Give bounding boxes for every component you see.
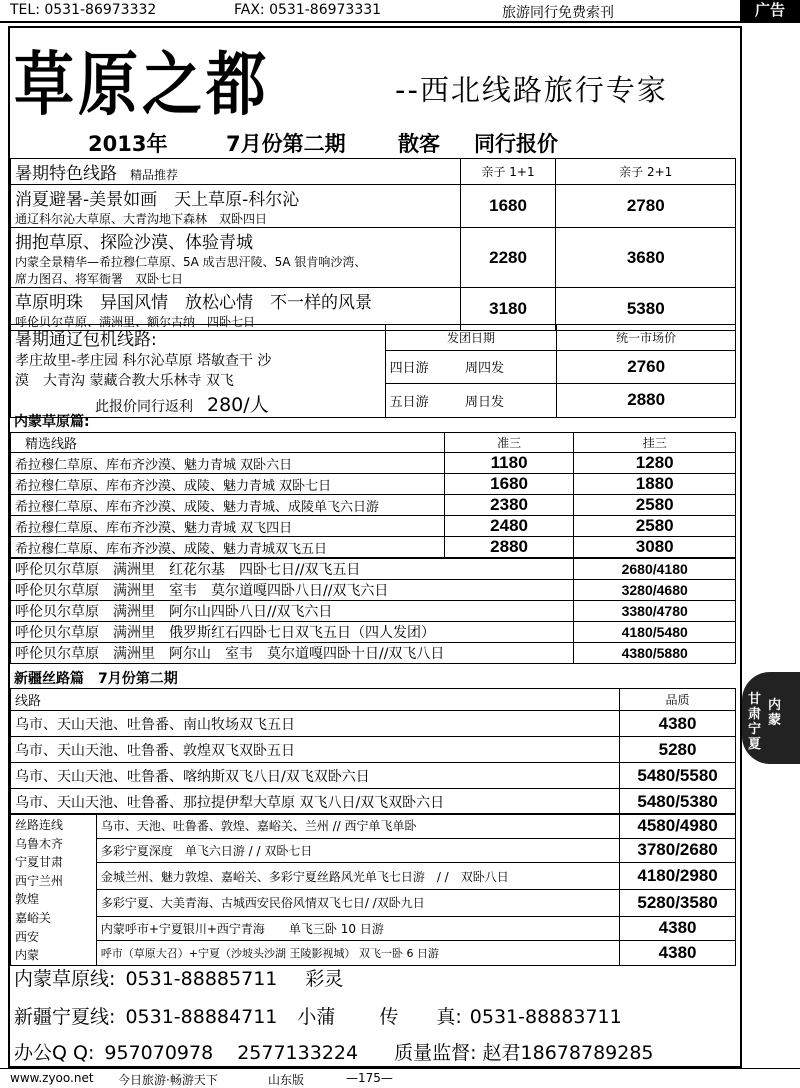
issue-year: 2013年 <box>88 132 168 156</box>
table-row: 多彩宁夏深度 单飞六日游 / / 双卧七日 <box>96 838 619 863</box>
summer-price-1a: 1680 <box>460 185 556 228</box>
table-row: 内蒙呼市+宁夏银川+西宁青海 单飞三卧 10 日游 <box>96 916 619 941</box>
table-row: 呼市（草原大召）+宁夏（沙坡头沙湖 王陵影视城） 双飞一卧 6 日游 <box>96 941 619 966</box>
free-copy-text: 旅游同行免费索刊 <box>502 5 614 21</box>
table-row: 乌市、天山天池、吐鲁番、敦煌双飞双卧五日 <box>11 737 620 763</box>
table-row: 乌市、天池、吐鲁番、敦煌、嘉峪关、兰州 // 西宁单飞单卧 <box>96 814 619 839</box>
issue-type: 散客 <box>398 132 440 156</box>
table-row: 呼伦贝尔草原 满洲里 阿尔山四卧八日//双飞六日 <box>11 601 574 622</box>
table-row: 多彩宁夏、大美青海、古城西安民俗风情双飞七日/ /双卧九日 <box>96 889 619 916</box>
issue-quote: 同行报价 <box>474 132 558 156</box>
xinjiang-table: 线路 品质 乌市、天山天池、吐鲁番、南山牧场双飞五日 4380 乌市、天山天池、吐鲁番、敦煌双飞双卧五日 5280 乌市、天山天池、吐鲁番、喀纳斯双飞八日/双飞双卧六日 5480/5580 乌市、天山天池、吐鲁番、那拉提伊犁大草原 双飞八日/双飞双卧六日 5480/5380 <box>10 688 736 815</box>
contact-line-3: 办公Q Q: 957070978 2577133224 质量监督: 赵君18678789285 <box>14 1042 654 1064</box>
side-tab-neimeng: 内蒙 <box>768 698 782 728</box>
fax-text: FAX: 0531-86973331 <box>234 2 382 18</box>
footer-site: www.zyoo.net <box>10 1071 94 1085</box>
table-row: 呼伦贝尔草原 满洲里 红花尔基 四卧七日//双飞五日 <box>11 559 574 580</box>
charter-table <box>10 324 736 418</box>
inner-h0: 精选线路 <box>11 433 445 453</box>
xinjiang-title: 新疆丝路篇 7月份第二期 <box>14 671 178 687</box>
ad-badge: 广告 <box>740 0 800 21</box>
issue-period: 7月份第二期 <box>226 132 346 156</box>
charter-col2: 统一市场价 <box>557 325 736 351</box>
charter-rebate: 280/人 <box>207 394 269 416</box>
summer-price-1b: 2780 <box>556 185 736 228</box>
inner-h1: 准三 <box>444 433 574 453</box>
inner-title: 内蒙草原篇: <box>14 414 90 430</box>
footer <box>0 1068 800 1087</box>
contact-line-1: 内蒙草原线: 0531-88885711 彩灵 <box>14 968 344 990</box>
top-bar <box>0 0 800 23</box>
summer-route-1: 消夏避暑-美景如画 天上草原-科尔沁 通辽科尔沁大草原、大青沟地下森林 双卧四日 <box>11 185 461 228</box>
table-row: 希拉穆仁草原、库布齐沙漠、成陵、魅力青城、成陵单飞六日游 <box>11 495 445 516</box>
table-row: 乌市、天山天池、吐鲁番、那拉提伊犁大草原 双飞八日/双飞双卧六日 <box>11 789 620 815</box>
table-row: 呼伦贝尔草原 满洲里 阿尔山 室韦 莫尔道嘎四卧十日//双飞八日 <box>11 643 574 664</box>
charter-desc: 孝庄故里-孝庄园 科尔沁草原 塔敏查干 沙 漠 大青沟 蒙藏合教大乐林寺 双飞 此报价同行返利 280/人 <box>11 350 386 418</box>
summer-price-3b: 5380 <box>556 288 736 331</box>
xj-h1: 品质 <box>620 689 736 711</box>
table-row: 希拉穆仁草原、库布齐沙漠、魅力青城 双飞四日 <box>11 516 445 537</box>
hulun-table: 呼伦贝尔草原 满洲里 红花尔基 四卧七日//双飞五日 2680/4180 呼伦贝尔草原 满洲里 室韦 莫尔道嘎四卧八日//双飞六日 3280/4680 呼伦贝尔草原 满洲里 阿尔山四卧八日//双飞六日 3380/4780 呼伦贝尔草原 满洲里 俄罗斯红石四卧七日双飞五日（四人发团） 4180/5480 呼伦贝尔草原 满洲里 阿尔山 室韦 莫尔道嘎四卧十日//双飞八日 4380/5880 <box>10 558 736 664</box>
summer-price-2b: 3680 <box>556 228 736 288</box>
footer-brand: 今日旅游·畅游天下 <box>118 1073 218 1087</box>
summer-route-3: 草原明珠 异国风情 放松心情 不一样的风景 呼伦贝尔草原、满洲里、额尔古纳 四卧七日 <box>11 288 461 331</box>
charter-r1-days: 四日游 <box>385 350 461 383</box>
table-row: 希拉穆仁草原、库布齐沙漠、成陵、魅力青城 双卧七日 <box>11 474 445 495</box>
region-side-tab <box>742 672 800 764</box>
table-row: 希拉穆仁草原、库布齐沙漠、成陵、魅力青城双飞五日 <box>11 537 445 558</box>
charter-r1-price: 2760 <box>557 350 736 383</box>
table-row: 乌市、天山天池、吐鲁番、南山牧场双飞五日 <box>11 711 620 737</box>
summer-tag: 精品推荐 <box>130 168 179 182</box>
table-row: 乌市、天山天池、吐鲁番、喀纳斯双飞八日/双飞双卧六日 <box>11 763 620 789</box>
table-row: 希拉穆仁草原、库布齐沙漠、魅力青城 双卧六日 <box>11 453 445 474</box>
footer-edition: 山东版 <box>268 1073 305 1087</box>
summer-title: 暑期特色线路 <box>15 164 117 184</box>
summer-price-2a: 2280 <box>460 228 556 288</box>
summer-title-cell <box>11 159 461 185</box>
charter-col1: 发团日期 <box>385 325 557 351</box>
charter-r2-day: 周日发 <box>461 383 557 417</box>
contact-line-2: 新疆宁夏线: 0531-88884711 小蒲 传 真: 0531-88883711 <box>14 1006 622 1028</box>
inner-h2: 挂三 <box>574 433 736 453</box>
inner-table: 精选线路 准三 挂三 希拉穆仁草原、库布齐沙漠、魅力青城 双卧六日 1180 1280 希拉穆仁草原、库布齐沙漠、成陵、魅力青城 双卧七日 1680 1880 希拉穆仁草原、库布齐沙漠、成陵、魅力青城、成陵单飞六日游 2380 2580 希拉穆仁草原、库布齐沙漠、魅力青城 双飞四日 2480 2580 希拉穆仁草原、库布齐沙漠、成陵、魅力青城双飞五日 2880 3080 <box>10 432 736 558</box>
summer-col1: 亲子 1+1 <box>460 159 556 185</box>
table-row: 金城兰州、魅力敦煌、嘉峪关、多彩宁夏丝路风光单飞七日游 / / 双卧八日 <box>96 863 619 890</box>
charter-r2-days: 五日游 <box>385 383 461 417</box>
charter-title: 暑期通辽包机线路: <box>15 330 157 350</box>
xj-h0: 线路 <box>11 689 620 711</box>
summer-col2: 亲子 2+1 <box>556 159 736 185</box>
tel-text: TEL: 0531-86973332 <box>10 2 157 18</box>
silk-table: 丝路连线 乌鲁木齐 宁夏甘肃 西宁兰州 敦煌 嘉峪关 西安 内蒙 乌市、天池、吐鲁番、敦煌、嘉峪关、兰州 // 西宁单飞单卧 4580/4980 多彩宁夏深度 单飞六日游 / / 双卧七日 3780/2680 金城兰州、魅力敦煌、嘉峪关、多彩宁夏丝路风光单飞七日游 / / 双卧八日 4180/2980 多彩宁夏、大美青海、古城西安民俗风情双飞七日/ /双卧九日 5280/3580 内蒙呼市+宁夏银川+西宁青海 单飞三卧 10 日游 4380 呼市（草原大召）+宁夏（沙坡头沙湖 王陵影视城） 双飞一卧 6 日游 4380 <box>10 813 736 966</box>
silk-label: 丝路连线 乌鲁木齐 宁夏甘肃 西宁兰州 敦煌 嘉峪关 西安 内蒙 <box>11 814 97 966</box>
table-row: 呼伦贝尔草原 满洲里 室韦 莫尔道嘎四卧八日//双飞六日 <box>11 580 574 601</box>
charter-r1-day: 周四发 <box>461 350 557 383</box>
table-row: 呼伦贝尔草原 满洲里 俄罗斯红石四卧七日双飞五日（四人发团） <box>11 622 574 643</box>
charter-title-cell <box>11 325 386 351</box>
charter-r2-price: 2880 <box>557 383 736 417</box>
side-tab-gansu: 甘肃宁夏 <box>748 692 762 752</box>
page-number: —175— <box>346 1071 393 1085</box>
summer-route-2: 拥抱草原、探险沙漠、体验青城 内蒙全景精华—希拉穆仁草原、5A 成吉思汗陵、5A 银肯响沙湾、 席力图召、将军衙署 双卧七日 <box>11 228 461 288</box>
summer-price-3a: 3180 <box>460 288 556 331</box>
brand-title: 草原之都 <box>14 44 270 126</box>
brand-slogan: --西北线路旅行专家 <box>395 73 668 107</box>
summer-table <box>10 158 736 331</box>
